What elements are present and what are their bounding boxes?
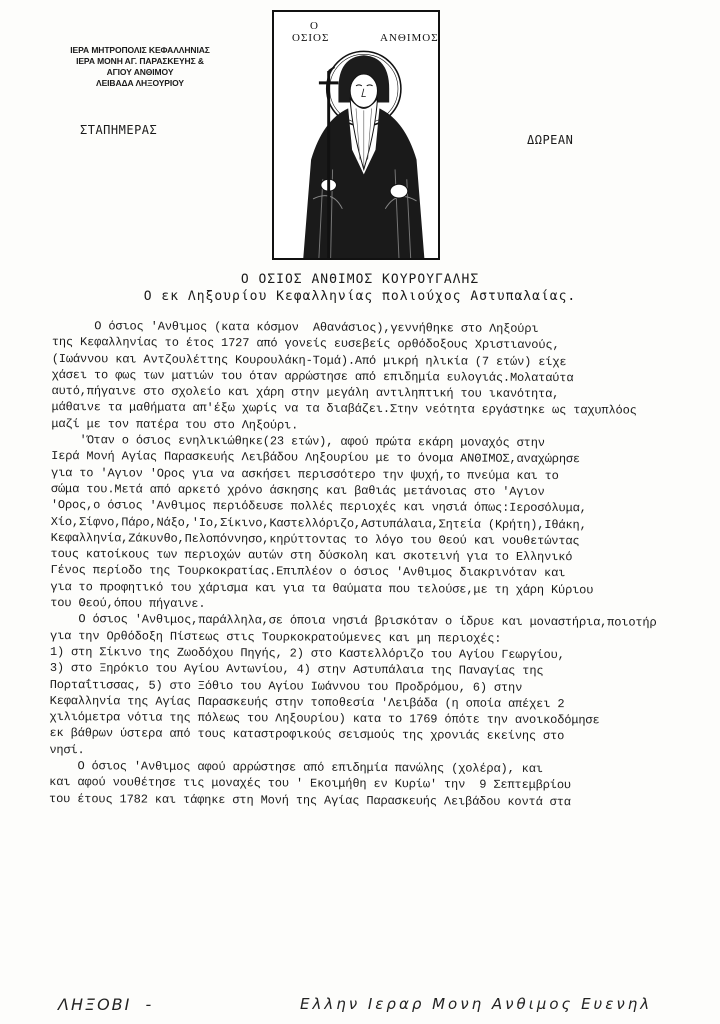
body-line: Ιερά Μονή Αγίας Παρασκευής Λειβάδου Ληξουρίου με το όνομα ΑΝΘΙΜΟΣ,αναχώρησε: [51, 449, 581, 467]
body-line: του Θεού,όπου πήγαινε.: [50, 596, 206, 611]
body-line: της Κεφαλληνίας το έτος 1727 από γονείς ευσεβείς ορθόδοξους Χριστιανούς,: [51, 335, 560, 353]
document-title: Ο ΟΣΙΟΣ ΑΝΘΙΜΟΣ ΚΟΥΡΟΥΓΑΛΗΣ: [240, 272, 480, 287]
icon-caption-title: ΟΣΙΟΣ: [292, 32, 330, 44]
body-line: νησί.: [49, 742, 85, 757]
handwritten-note-left: ΛΗΞΟΒΙ -: [58, 995, 154, 1014]
document-subtitle: Ο εκ Ληξουρίου Κεφαλληνίας πολιούχος Αστυπαλαίας.: [143, 289, 577, 304]
body-line: μαζί με τον πατέρα του στο Ληξούρι.: [51, 416, 299, 433]
body-line: του έτους 1782 και τάφηκε στη Μονή της Αγίας Παρασκευής Λειβάδου κοντά στα: [49, 791, 571, 809]
body-line: χάσει το φως των ματιών του όταν αρρώστησε από επιδημία ευλογιάς.Μολαταύτα: [51, 367, 574, 386]
issuer-line: ΛΕΙΒΑΔΑ ΛΗΞΟΥΡΙΟΥ: [96, 78, 184, 88]
body-line: 'Ορος,ο όσιος 'Ανθιμος περιόδευσε πολλές περιοχές και νησιά όπως:Ιεροσόλυμα,: [50, 498, 587, 516]
free-label: ΔΩΡΕΑΝ: [527, 133, 574, 147]
body-line: 1) στη Σίκινο της Ζωοδόχου Πηγής, 2) στο Καστελλόριζο του Αγίου Γεωργίου,: [49, 644, 565, 663]
issuer-header: [40, 45, 240, 89]
body-line: Κεφαλληνία,Ζάκυνθο,Πελοπόννησο,κηρύττοντας το λόγο του Θεού και νουθετώντας: [50, 530, 580, 549]
body-line: Χίο,Σίφνο,Πάρο,Νάξο,'Ιο,Σίκινο,Καστελλόριζο,Αστυπάλαια,Σητεία (Κρήτη),Ιθάκη,: [50, 514, 587, 532]
body-line: 'Όταν ο όσιος ενηλικιώθηκε(23 ετών), αφού πρώτα εκάρη μοναχός στην: [51, 433, 545, 451]
body-line: μάθαινε τα μαθήματα απ'έξω χωρίς να τα διαβάζει.Στην νεότητα εργάστηκε ως ταχυπλόος: [51, 400, 637, 419]
body-line: Γένος περίοδο της Τουρκοκρατίας.Επιπλέον ο όσιος 'Ανθιμος διακρινόταν και: [50, 563, 566, 581]
body-line: σώμα του.Μετά από αρκετό χρόνο άσκησης και βαθιάς μετάνοιας στο 'Αγιον: [50, 481, 545, 499]
body-line: Ο όσιος 'Ανθιμος (κατα κόσμον Αθανάσιος),γεννήθηκε στο Ληξούρι: [51, 318, 539, 336]
issuer-line: ΙΕΡΑ ΜΗΤΡΟΠΟΛΙΣ ΚΕΦΑΛΛΗΝΙΑΣ: [70, 45, 210, 55]
icon-caption-article: Ο: [310, 20, 319, 32]
document-body: [49, 318, 712, 811]
body-line: Κεφαλληνία της Αγίας Παρασκευής στην τοποθεσία 'Λειβάδα (η οποία απέχει 2: [49, 693, 565, 711]
icon-caption-name: ΑΝΘΙΜΟΣ: [380, 32, 439, 44]
handwritten-note-right: Ελλην Ιεραρ Μονη Ανθιμος Ευενηλ: [300, 995, 653, 1013]
body-line: και αφού νουθέτησε τις μοναχές του ' Εκοιμήθη εν Κυρίω' την 9 Σεπτεμβρίου: [49, 775, 571, 793]
issuer-line: ΙΕΡΑ ΜΟΝΗ ΑΓ. ΠΑΡΑΣΚΕΥΗΣ &: [76, 56, 204, 66]
body-line: για το 'Αγιον 'Ορος για να ασκήσει περισσότερο την ψυχή,το πνεύμα και το: [51, 465, 559, 483]
body-line: για το προφητικό του χάρισμα και για τα θαύματα που τελούσε,με τη χάρη Κύριου: [50, 579, 594, 598]
saint-icon-image: [272, 10, 440, 260]
body-line: χιλιόμετρα νότια της πόλεως του Ληξουρίου) κατα το 1769 όπότε την ανοικοδόμησε: [49, 710, 600, 728]
body-line: Ο όσιος 'Ανθιμος,παράλληλα,σε όποια νησιά βρισκόταν ο ίδρυε και μοναστήρια,ποιοτήρ: [50, 612, 657, 631]
body-line: αυτό,πήγαινε στο σχολείο και χάρη στην μεγάλη αντιληπτική του ικανότητα,: [51, 384, 560, 402]
body-line: τους κατοίκους των περιοχών αυτών στη δύσκολη και σκοτεινή για το Ελληνικό: [50, 547, 573, 565]
stamp-text: ΣΤΑΠΗΜΕΡΑΣ: [80, 123, 158, 137]
body-line: Πορταΐτισσας, 5) στο Ξόθιο του Αγίου Ιωάννου του Προδρόμου, 6) στην: [49, 677, 523, 695]
saint-portrait-icon: [274, 12, 438, 258]
body-line: για την Ορθόδοξη Πίστεως στις Τουρκοκρατούμενες και μη περιοχές:: [50, 628, 502, 646]
body-line: Ο όσιος 'Ανθιμος αφού αρρώστησε από επιδημία πανώλης (χολέρα), και: [49, 759, 543, 777]
issuer-line: ΑΓΙΟΥ ΑΝΘΙΜΟΥ: [106, 67, 174, 77]
body-line: εκ βάθρων ύστερα από τους καταστροφικούς σεισμούς της χρονιάς εκείνης στο: [49, 726, 565, 744]
body-line: 3) στο Ξηρόκιο του Αγίου Αντωνίου, 4) στην Αστυπάλαια της Παναγίας της: [49, 661, 544, 679]
body-line: (Ιωάννου και Αντζουλέττης Κουρουλάκη-Τομά).Από μικρή ηλικία (7 ετών) είχε: [51, 351, 567, 369]
